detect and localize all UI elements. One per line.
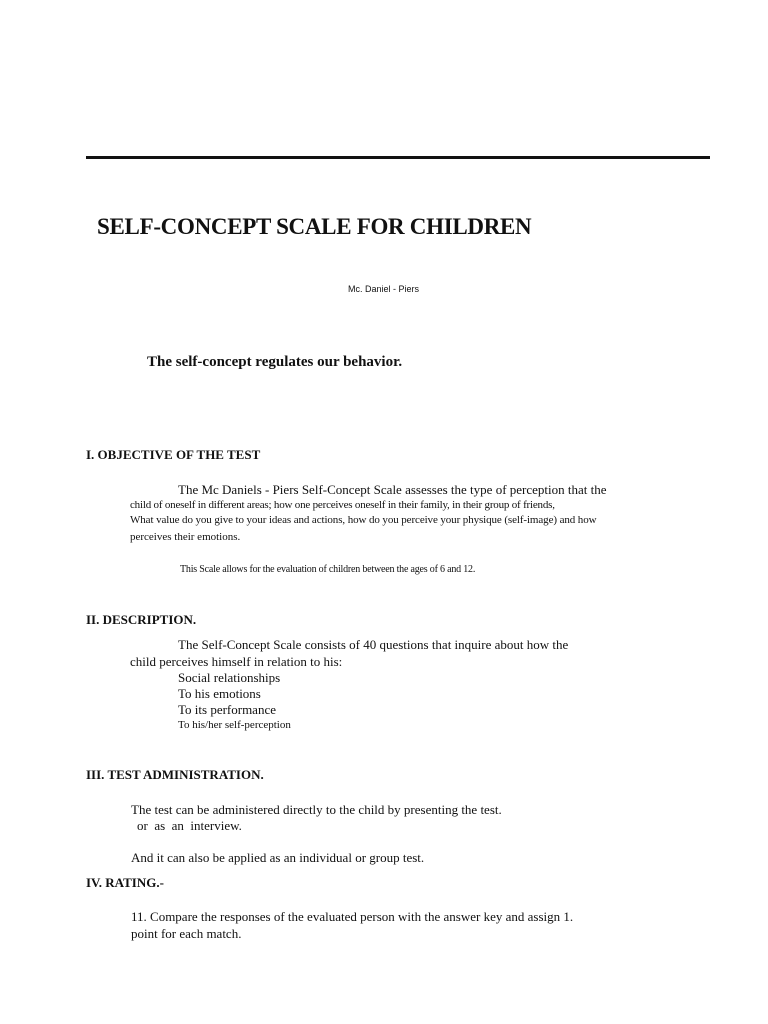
rating-line-1: 11. Compare the responses of the evaluated person with the answer key and assign 1. [131, 909, 574, 924]
tagline: The self-concept regulates our behavior. [147, 354, 403, 370]
section-heading-description: II. DESCRIPTION. [86, 612, 197, 627]
administration-line-1: The test can be administered directly to the child by presenting the test. [131, 802, 502, 817]
objective-note: This Scale allows for the evaluation of children between the ages of 6 and 12. [180, 564, 476, 575]
objective-line-1: The Mc Daniels - Piers Self-Concept Scale assesses the type of perception that the [178, 482, 607, 497]
section-heading-administration: III. TEST ADMINISTRATION. [86, 767, 264, 782]
description-item: Social relationships [178, 670, 281, 685]
description-item: To its performance [178, 702, 276, 717]
top-divider [86, 156, 710, 159]
document-title: SELF-CONCEPT SCALE FOR CHILDREN [97, 214, 532, 239]
description-item: To his emotions [178, 686, 261, 701]
section-heading-rating: IV. RATING.- [86, 875, 164, 890]
section-heading-objective: I. OBJECTIVE OF THE TEST [86, 447, 261, 462]
objective-line-3: What value do you give to your ideas and actions, how do you perceive your physique (self-image) and how [130, 514, 597, 526]
description-item: To his/her self-perception [178, 719, 291, 731]
description-line-2: child perceives himself in relation to his: [130, 654, 343, 669]
objective-line-2: child of oneself in different areas; how one perceives oneself in their family, in their group of friends, [130, 499, 555, 511]
administration-line-2: or as an interview. [137, 818, 242, 833]
rating-line-2: point for each match. [131, 926, 242, 941]
author-name: Mc. Daniel - Piers [348, 284, 420, 294]
description-line-1: The Self-Concept Scale consists of 40 questions that inquire about how the [178, 637, 569, 652]
administration-line-3: And it can also be applied as an individual or group test. [131, 850, 425, 865]
objective-line-4: perceives their emotions. [130, 531, 241, 543]
